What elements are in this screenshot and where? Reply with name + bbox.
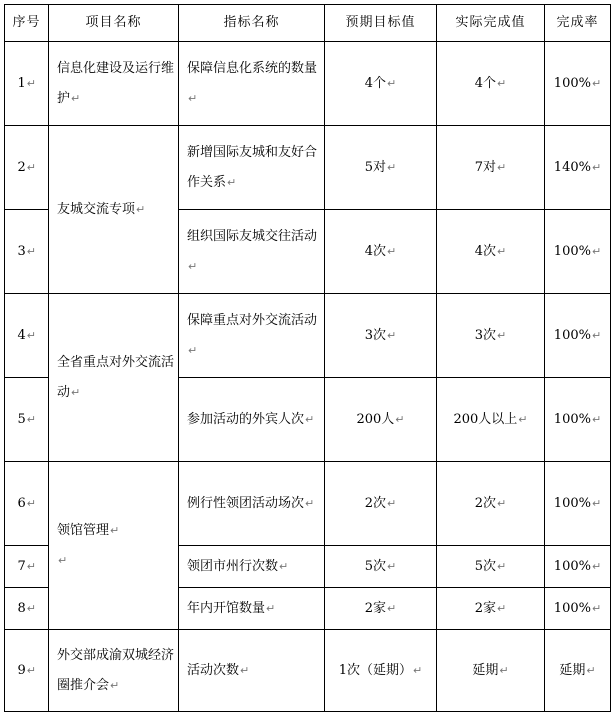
expected-cell bbox=[325, 378, 437, 462]
actual-cell bbox=[437, 294, 545, 378]
indicator-cell bbox=[179, 378, 325, 462]
table-row bbox=[5, 630, 611, 712]
expected-value: 4个 bbox=[364, 75, 387, 91]
row-number-cell bbox=[5, 588, 49, 630]
row-number-cell bbox=[5, 378, 49, 462]
paragraph-mark-icon bbox=[387, 245, 396, 258]
paragraph-mark-icon bbox=[592, 77, 601, 90]
project-name: 信息化建设及运行维护 bbox=[57, 60, 175, 106]
expected-value: 5对 bbox=[364, 159, 387, 175]
paragraph-mark-icon bbox=[592, 329, 601, 342]
paragraph-mark-icon bbox=[387, 329, 396, 342]
paragraph-mark-icon bbox=[387, 602, 396, 615]
project-name: 领馆管理 bbox=[57, 522, 110, 538]
project-cell bbox=[49, 630, 179, 712]
project-cell bbox=[49, 294, 179, 462]
actual-cell bbox=[437, 630, 545, 712]
paragraph-mark-icon bbox=[71, 386, 80, 399]
header-actual: 实际完成值 bbox=[437, 5, 545, 42]
paragraph-mark-icon bbox=[58, 554, 67, 567]
paragraph-mark-icon bbox=[27, 77, 36, 90]
completion-rate: 100% bbox=[553, 558, 591, 574]
row-number-cell bbox=[5, 210, 49, 294]
indicator-name: 活动次数 bbox=[187, 662, 240, 678]
expected-value: 3次 bbox=[364, 327, 387, 343]
indicator-name: 领团市州行次数 bbox=[187, 558, 279, 574]
actual-cell bbox=[437, 126, 545, 210]
completion-rate: 100% bbox=[553, 243, 591, 259]
row-number-cell bbox=[5, 126, 49, 210]
paragraph-mark-icon bbox=[497, 77, 506, 90]
row-number-cell bbox=[5, 42, 49, 126]
indicator-cell bbox=[179, 546, 325, 588]
paragraph-mark-icon bbox=[27, 413, 36, 426]
indicator-name: 组织国际友城交往活动 bbox=[187, 228, 318, 244]
paragraph-mark-icon bbox=[27, 497, 36, 510]
actual-value: 2次 bbox=[474, 495, 497, 511]
paragraph-mark-icon bbox=[387, 77, 396, 90]
rate-cell bbox=[545, 588, 611, 630]
paragraph-mark-icon bbox=[592, 245, 601, 258]
project-cell bbox=[49, 42, 179, 126]
paragraph-mark-icon bbox=[279, 560, 288, 573]
row-number-cell bbox=[5, 630, 49, 712]
table-row bbox=[5, 42, 611, 126]
paragraph-mark-icon bbox=[497, 560, 506, 573]
rate-cell bbox=[545, 294, 611, 378]
actual-value: 3次 bbox=[474, 327, 497, 343]
paragraph-mark-icon bbox=[497, 161, 506, 174]
rate-cell bbox=[545, 630, 611, 712]
expected-cell bbox=[325, 42, 437, 126]
table-row bbox=[5, 462, 611, 546]
paragraph-mark-icon bbox=[497, 329, 506, 342]
indicator-cell bbox=[179, 588, 325, 630]
paragraph-mark-icon bbox=[188, 260, 197, 273]
indicator-cell bbox=[179, 630, 325, 712]
row-number-cell bbox=[5, 462, 49, 546]
expected-cell bbox=[325, 126, 437, 210]
expected-cell bbox=[325, 546, 437, 588]
header-project: 项目名称 bbox=[49, 5, 179, 42]
row-number: 1 bbox=[17, 75, 26, 91]
paragraph-mark-icon bbox=[592, 497, 601, 510]
row-number: 5 bbox=[17, 411, 26, 427]
paragraph-mark-icon bbox=[592, 560, 601, 573]
row-number: 4 bbox=[17, 327, 26, 343]
paragraph-mark-icon bbox=[387, 497, 396, 510]
indicator-name: 保障信息化系统的数量 bbox=[187, 60, 318, 76]
paragraph-mark-icon bbox=[27, 664, 36, 677]
paragraph-mark-icon bbox=[27, 602, 36, 615]
row-number: 7 bbox=[17, 558, 26, 574]
indicator-cell bbox=[179, 210, 325, 294]
header-row bbox=[5, 5, 611, 42]
indicator-name: 年内开馆数量 bbox=[187, 600, 266, 616]
actual-value: 4次 bbox=[474, 243, 497, 259]
paragraph-mark-icon bbox=[266, 602, 275, 615]
actual-cell bbox=[437, 378, 545, 462]
paragraph-mark-icon bbox=[387, 560, 396, 573]
project-name: 友城交流专项 bbox=[57, 201, 136, 217]
paragraph-mark-icon bbox=[240, 664, 249, 677]
expected-value: 5次 bbox=[364, 558, 387, 574]
paragraph-mark-icon bbox=[227, 176, 236, 189]
indicator-name: 新增国际友城和友好合作关系 bbox=[187, 144, 318, 190]
project-name: 全省重点对外交流活动 bbox=[57, 354, 175, 400]
paragraph-mark-icon bbox=[305, 413, 314, 426]
actual-value: 2家 bbox=[474, 600, 497, 616]
actual-value: 延期 bbox=[472, 662, 499, 678]
paragraph-mark-icon bbox=[27, 329, 36, 342]
actual-cell bbox=[437, 588, 545, 630]
indicator-name: 参加活动的外宾人次 bbox=[187, 411, 305, 427]
paragraph-mark-icon bbox=[27, 560, 36, 573]
actual-cell bbox=[437, 546, 545, 588]
row-number-cell bbox=[5, 546, 49, 588]
expected-cell bbox=[325, 210, 437, 294]
paragraph-mark-icon bbox=[586, 664, 595, 677]
paragraph-mark-icon bbox=[592, 413, 601, 426]
row-number: 3 bbox=[17, 243, 26, 259]
expected-cell bbox=[325, 462, 437, 546]
completion-rate: 延期 bbox=[559, 662, 586, 678]
paragraph-mark-icon bbox=[592, 161, 601, 174]
paragraph-mark-icon bbox=[110, 524, 119, 537]
header-expected: 预期目标值 bbox=[325, 5, 437, 42]
paragraph-mark-icon bbox=[592, 602, 601, 615]
expected-cell bbox=[325, 630, 437, 712]
actual-cell bbox=[437, 210, 545, 294]
paragraph-mark-icon bbox=[387, 161, 396, 174]
rate-cell bbox=[545, 42, 611, 126]
rate-cell bbox=[545, 462, 611, 546]
actual-value: 5次 bbox=[474, 558, 497, 574]
paragraph-mark-icon bbox=[497, 602, 506, 615]
table-row bbox=[5, 126, 611, 210]
expected-value: 2次 bbox=[364, 495, 387, 511]
paragraph-mark-icon bbox=[71, 92, 80, 105]
actual-cell bbox=[437, 462, 545, 546]
actual-value: 4个 bbox=[474, 75, 497, 91]
rate-cell bbox=[545, 378, 611, 462]
expected-value: 2家 bbox=[364, 600, 387, 616]
row-number: 9 bbox=[17, 662, 26, 678]
indicator-cell bbox=[179, 126, 325, 210]
actual-value: 200人以上 bbox=[453, 411, 518, 427]
header-rate: 完成率 bbox=[545, 5, 611, 42]
expected-value: 4次 bbox=[364, 243, 387, 259]
actual-value: 7对 bbox=[474, 159, 497, 175]
rate-cell bbox=[545, 546, 611, 588]
paragraph-mark-icon bbox=[497, 497, 506, 510]
expected-cell bbox=[325, 588, 437, 630]
indicator-name: 保障重点对外交流活动 bbox=[187, 312, 318, 328]
row-number-cell bbox=[5, 294, 49, 378]
row-number: 2 bbox=[17, 159, 26, 175]
indicator-cell bbox=[179, 294, 325, 378]
row-number: 8 bbox=[17, 600, 26, 616]
paragraph-mark-icon bbox=[136, 203, 145, 216]
completion-rate: 100% bbox=[553, 327, 591, 343]
row-number: 6 bbox=[17, 495, 26, 511]
paragraph-mark-icon bbox=[188, 92, 197, 105]
paragraph-mark-icon bbox=[305, 497, 314, 510]
paragraph-mark-icon bbox=[27, 161, 36, 174]
completion-rate: 100% bbox=[553, 411, 591, 427]
paragraph-mark-icon bbox=[27, 245, 36, 258]
rate-cell bbox=[545, 126, 611, 210]
performance-table bbox=[4, 4, 611, 712]
indicator-cell bbox=[179, 42, 325, 126]
paragraph-mark-icon bbox=[395, 413, 404, 426]
rate-cell bbox=[545, 210, 611, 294]
table-row bbox=[5, 294, 611, 378]
completion-rate: 100% bbox=[553, 495, 591, 511]
paragraph-mark-icon bbox=[110, 679, 119, 692]
header-no: 序号 bbox=[5, 5, 49, 42]
completion-rate: 100% bbox=[553, 75, 591, 91]
header-indicator: 指标名称 bbox=[179, 5, 325, 42]
paragraph-mark-icon bbox=[499, 664, 508, 677]
project-name: 外交部成渝双城经济圈推介会 bbox=[57, 647, 175, 693]
project-cell bbox=[49, 462, 179, 630]
paragraph-mark-icon bbox=[518, 413, 527, 426]
expected-cell bbox=[325, 294, 437, 378]
completion-rate: 100% bbox=[553, 600, 591, 616]
paragraph-mark-icon bbox=[497, 245, 506, 258]
indicator-name: 例行性领团活动场次 bbox=[187, 495, 305, 511]
paragraph-mark-icon bbox=[188, 344, 197, 357]
completion-rate: 140% bbox=[553, 159, 591, 175]
paragraph-mark-icon bbox=[413, 664, 422, 677]
indicator-cell bbox=[179, 462, 325, 546]
expected-value: 200人 bbox=[356, 411, 395, 427]
expected-value: 1次（延期） bbox=[338, 662, 413, 678]
actual-cell bbox=[437, 42, 545, 126]
project-cell bbox=[49, 126, 179, 294]
